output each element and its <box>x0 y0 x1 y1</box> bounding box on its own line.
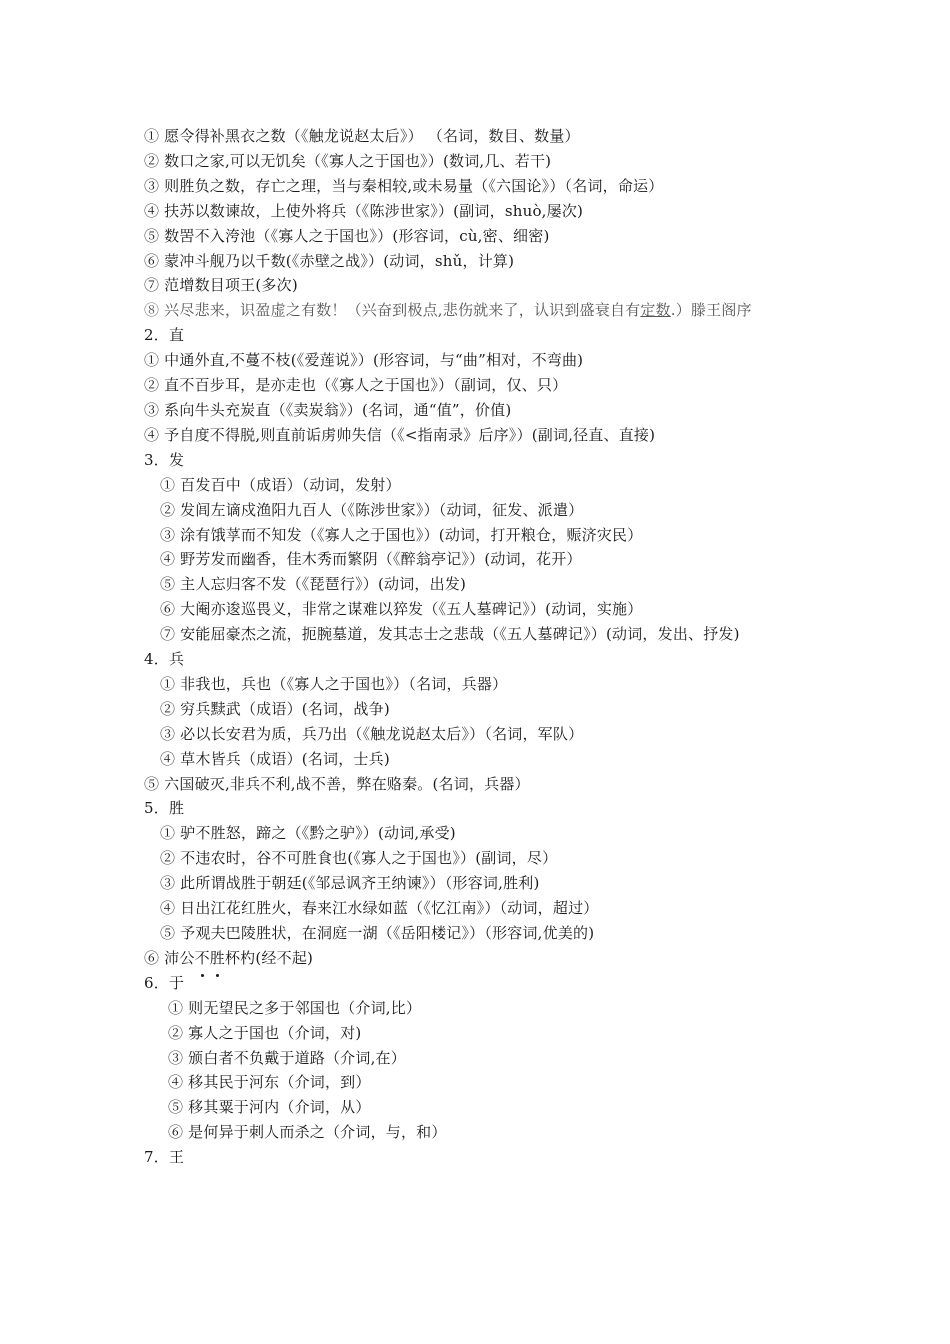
bing-heading: 4．兵 <box>144 650 185 669</box>
shu-item-5: ⑤ 数罟不入洿池（《寡人之于国也》）(形容词，cù,密、细密) <box>144 226 550 245</box>
shu-item-8-tail: .）滕王阁序 <box>670 301 752 320</box>
yu-item-6: ⑥ 是何异于刺人而杀之（介词，与，和） <box>168 1123 447 1142</box>
yu-item-5: ⑤ 移其粟于河内（介词，从） <box>168 1098 371 1117</box>
yu-item-4: ④ 移其民于河东（介词，到） <box>168 1073 371 1092</box>
fa-item-3: ③ 涂有饿莩而不知发（《寡人之于国也》）(动词，打开粮仓，赈济灾民） <box>160 525 643 544</box>
fa-item-5: ⑤ 主人忘归客不发（《琵琶行》）(动词，出发) <box>160 575 467 594</box>
zhi-item-2: ② 直不百步耳，是亦走也（《寡人之于国也》）（副词，仅、只） <box>144 376 568 395</box>
fa-item-6: ⑥ 大阉亦逡巡畏义，非常之谋难以猝发（《五人墓碑记》）(动词，实施） <box>160 600 643 619</box>
fa-item-7: ⑦ 安能屈豪杰之流，扼腕墓道，发其志士之悲哉（《五人墓碑记》）(动词，发出、抒发) <box>160 625 740 644</box>
yu-heading: 6．于 <box>144 973 185 992</box>
sheng-item-4: ④ 日出江花红胜火，春来江水绿如蓝（《忆江南》）（动词，超过） <box>160 899 599 918</box>
shu-item-4: ④ 扶苏以数谏故，上使外将兵（《陈涉世家》）(副词，shuò,屡次) <box>144 201 584 220</box>
zhi-item-4: ④ 予自度不得脱,则直前诟虏帅失信（《<指南录》后序》）(副词,径直、直接) <box>144 425 656 444</box>
fa-item-1: ① 百发百中（成语）（动词，发射） <box>160 475 401 494</box>
bing-item-3: ③ 必以长安君为质，兵乃出（《触龙说赵太后》）（名词，军队） <box>160 724 584 743</box>
sheng-item-6-emphasis-sheng: 胜 <box>210 946 225 971</box>
bing-item-2: ② 穷兵黩武（成语）(名词，战争) <box>160 699 390 718</box>
document-page <box>144 124 816 1170</box>
zhi-item-1: ① 中通外直,不蔓不枝(《爱莲说》）(形容词，与“曲”相对，不弯曲) <box>144 351 584 370</box>
shu-item-8-text: ⑧ 兴尽悲来，识盈虚之有数！（兴奋到极点,悲伤就来了，认识到盛衰自有 <box>144 301 641 320</box>
sheng-item-6-d: 杯杓(经不起) <box>224 948 314 967</box>
zhi-item-3: ③ 系向牛头充炭直（《卖炭翁》）(名词，通“值”，价值) <box>144 400 512 419</box>
shu-item-1: ① 愿令得补黑衣之数（《触龙说赵太后》） （名词，数目、数量） <box>144 127 580 145</box>
shu-item-7: ⑦ 范增数目项王(多次) <box>144 276 298 295</box>
sheng-item-6 <box>144 946 816 971</box>
yu-item-3: ③ 颁白者不负戴于道路（介词,在） <box>168 1048 406 1067</box>
sheng-item-5: ⑤ 予观夫巴陵胜状，在洞庭一湖（《岳阳楼记》）（形容词,优美的) <box>160 924 595 942</box>
fa-item-4: ④ 野芳发而幽香，佳木秀而繁阴（《醉翁亭记》）(动词，花开） <box>160 550 582 569</box>
sheng-item-3: ③ 此所谓战胜于朝廷(《邹忌讽齐王纳谏》）（形容词,胜利) <box>160 874 540 893</box>
yu-item-2: ② 寡人之于国也（介词，对) <box>168 1023 362 1042</box>
shu-item-6: ⑥ 蒙冲斗舰乃以千数(《赤壁之战》）(动词，shǔ，计算) <box>144 251 515 270</box>
zhi-heading: 2．直 <box>144 326 185 345</box>
fa-item-2: ② 发闾左谪戍渔阳九百人（《陈涉世家》）（动词，征发、派遣） <box>160 500 584 519</box>
bing-item-1: ① 非我也，兵也（《寡人之于国也》）（名词，兵器） <box>160 674 508 693</box>
shu-item-8-underlined: 定数 <box>640 301 671 320</box>
bing-item-5: ⑤ 六国破灭,非兵不利,战不善，弊在赂秦。(名词，兵器） <box>144 774 530 793</box>
fa-heading: 3．发 <box>144 450 185 469</box>
wang-heading: 7．王 <box>144 1148 185 1167</box>
sheng-heading: 5．胜 <box>144 799 185 818</box>
sheng-item-6-a: ⑥ 沛公 <box>144 948 195 967</box>
yu-item-1: ① 则无望民之多于邻国也（介词,比） <box>168 998 422 1017</box>
sheng-item-6-emphasis-bu: 不 <box>195 946 210 971</box>
shu-item-2: ② 数口之家,可以无饥矣（《寡人之于国也》）(数词,几、若干) <box>144 151 552 170</box>
shu-item-8 <box>144 298 816 323</box>
sheng-item-1: ① 驴不胜怒，蹄之（《黔之驴》）(动词,承受) <box>160 824 456 843</box>
shu-item-3: ③ 则胜负之数，存亡之理，当与秦相较,或未易量（《六国论》）（名词，命运） <box>144 176 664 195</box>
sheng-item-2: ② 不违农时，谷不可胜食也(《寡人之于国也》）(副词，尽） <box>160 849 558 868</box>
bing-item-4: ④ 草木皆兵（成语）(名词，士兵) <box>160 749 390 768</box>
